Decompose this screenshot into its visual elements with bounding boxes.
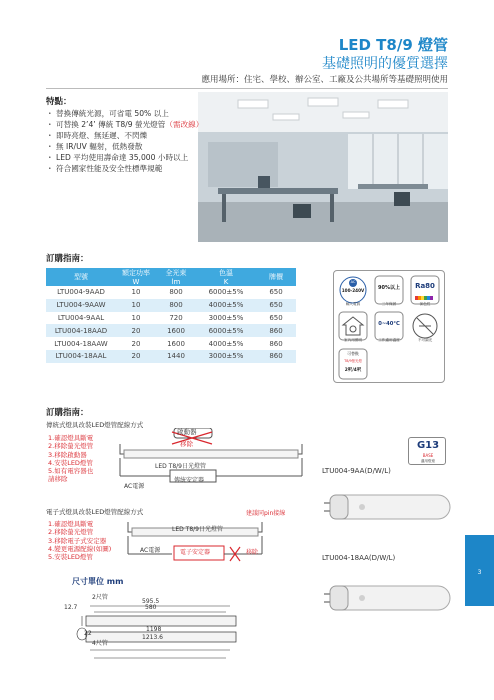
indoor-icon	[338, 311, 368, 341]
four-ft-label: 4尺管	[92, 640, 108, 647]
electronic-remove-label: 移除	[246, 549, 259, 556]
features-heading: 特點：	[46, 97, 72, 107]
dim-12-7: 12.7	[64, 604, 78, 611]
dim-22: 22	[84, 630, 92, 637]
col-cct: 色溫 K	[196, 268, 256, 286]
dim-580: 580	[145, 604, 157, 611]
table-row: LTU004-9AAW 10 800 4000±5% 650	[46, 299, 296, 312]
pin-note: 建議同pin接線	[246, 510, 286, 517]
no-dimming-icon	[410, 311, 440, 341]
feature-item: ・ 符合國家性能及安全性標準規範	[46, 164, 163, 173]
traditional-ac-label: AC電源	[124, 483, 145, 490]
product-9aa-label: LTU004-9AA(D/W/L)	[322, 467, 391, 475]
dimensions-heading: 尺寸單位 mm	[72, 577, 124, 586]
col-power: 額定功率 W	[116, 268, 156, 286]
table-row: LTU004-18AAD 20 1600 6000±5% 860	[46, 324, 296, 337]
col-lumens: 全光束 lm	[156, 268, 196, 286]
temperature-icon: 0~40°C	[374, 311, 404, 341]
electronic-steps: 1.確認燈具斷電 2.移除螢光燈管 3.移除電子式安定器 4.變更電源配線(如圖) 5.安裝LED燈管	[48, 520, 112, 562]
traditional-diagram	[112, 428, 312, 488]
col-price: 牌價	[256, 268, 296, 286]
product-18aa-image	[322, 564, 452, 634]
applications-text: 應用場所：住宅、學校、辦公室、工廠及公共場所等基礎照明使用	[201, 75, 448, 85]
tube-replace-icon: 可替換 T8/9螢光燈 2呎/4呎	[338, 348, 368, 380]
spec-table	[46, 268, 296, 363]
table-row: LTU004-9AAD 10 800 6000±5% 650	[57, 288, 283, 297]
feature-item: ・ 即時亮燈、無延遲、不閃爍	[46, 131, 148, 140]
g13-base-badge: G13 BASE 適用燈座	[408, 437, 446, 465]
product-18aa-label: LTU004-18AA(D/W/L)	[322, 554, 396, 562]
page-number-tab: 3	[465, 535, 494, 606]
electronic-diagram	[122, 514, 282, 568]
traditional-tube-label: LED T8/9日光燈管	[155, 463, 206, 470]
warranty-icon: 90%以上	[374, 275, 404, 305]
office-photo	[198, 92, 448, 242]
wiring-heading: 訂購指南：	[46, 408, 89, 418]
col-model: 型號	[46, 268, 116, 286]
dim-595: 595.5	[142, 598, 160, 605]
page-title: LED T8/9 燈管	[338, 36, 448, 54]
feature-item: ・ 無 IR/UV 輻射，低熱發散	[46, 142, 143, 151]
dim-1213: 1213.6	[142, 634, 163, 641]
two-ft-label: 2尺管	[92, 594, 108, 601]
dim-1198: 1198	[146, 626, 162, 633]
feature-item: ・ 可替換 2’4’ 傳統 T8/9 螢光燈管（需改線）	[46, 120, 204, 129]
traditional-ballast-label: 傳統安定器	[174, 477, 205, 484]
traditional-title: 傳統式燈具改裝LED燈管配線方式	[46, 421, 144, 429]
electronic-ballast-label: 電子安定器	[180, 549, 211, 556]
rewire-note: （需改線）	[165, 120, 204, 129]
table-row: LTU004-18AAL 20 1440 3000±5% 860	[46, 350, 296, 363]
traditional-steps: 1.確認燈具斷電 2.移除螢光燈管 3.移除啟動器 4.安裝LED燈管 5.如有電容器也 請移除	[48, 434, 94, 484]
cri-icon: Ra80	[410, 275, 440, 305]
voltage-icon: AC 100-240V	[338, 275, 368, 305]
electronic-ac-label: AC電源	[140, 547, 161, 554]
starter-label: 啟動器	[177, 428, 197, 436]
electronic-title: 電子式燈具改裝LED燈管配線方式	[46, 508, 144, 516]
feature-item: ・ LED 平均使用壽命達 35,000 小時以上	[46, 153, 189, 162]
table-row: LTU004-18AAW 20 1600 4000±5% 860	[54, 339, 283, 348]
table-row: LTU004-9AAL 10 720 3000±5% 650	[57, 313, 283, 322]
table-header-row	[46, 268, 296, 286]
electronic-tube-label: LED T8/9日光燈管	[172, 526, 223, 533]
order-heading: 訂購指南：	[46, 254, 89, 264]
header-rule	[46, 88, 448, 89]
product-9aa-image	[322, 477, 452, 542]
feature-item: ・ 替換傳統光源，可省電 50% 以上	[46, 109, 169, 118]
remove-label: 移除	[180, 440, 193, 448]
spec-icons-panel: AC 100-240V 輸入電源 90%以上 三年保固 Ra80 演色性 室內用照明 0~40°C 工作適用溫度 不可調光 可替換 T8/9螢光燈 2呎/4呎	[333, 270, 445, 383]
page-subtitle: 基礎照明的優質選擇	[322, 56, 448, 72]
features-list	[46, 108, 203, 174]
